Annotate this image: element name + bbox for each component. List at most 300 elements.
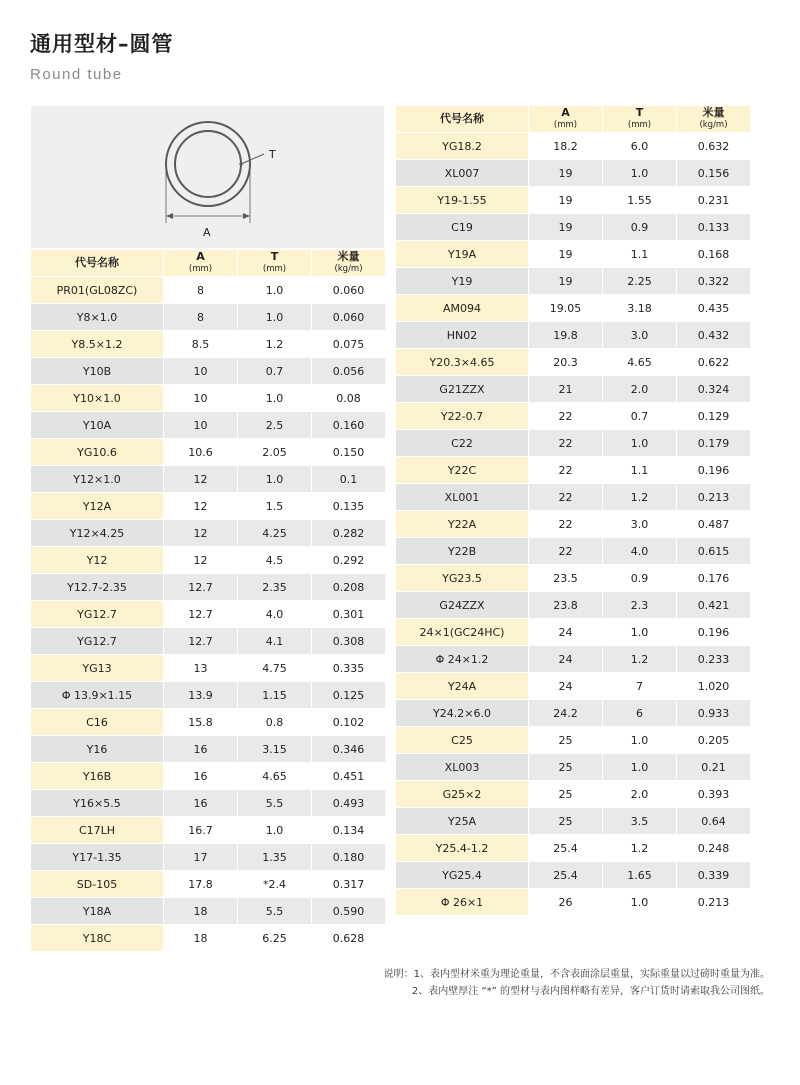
table-row: [396, 322, 751, 349]
cell-name: G24ZZX: [396, 592, 529, 619]
cell-t: 7: [603, 673, 677, 700]
cell-weight: 0.134: [312, 817, 386, 844]
header-a-label: A: [196, 250, 205, 264]
table-row: [396, 646, 751, 673]
cell-a: 25.4: [529, 835, 603, 862]
tube-cross-section-icon: [31, 106, 386, 248]
cell-name: HN02: [396, 322, 529, 349]
cell-t: 4.65: [238, 763, 312, 790]
cell-name: Y8.5×1.2: [31, 331, 164, 358]
table-row: [31, 493, 386, 520]
title-chinese: 通用型材–圆管: [30, 32, 174, 56]
table-header-left: [31, 250, 386, 277]
cell-name: YG12.7: [31, 601, 164, 628]
cell-t: 4.0: [603, 538, 677, 565]
cell-a: 25: [529, 727, 603, 754]
cell-t: 5.5: [238, 898, 312, 925]
table-body-left: [31, 277, 386, 952]
cell-weight: 0.487: [677, 511, 751, 538]
cell-name: Y22A: [396, 511, 529, 538]
cell-name: AM094: [396, 295, 529, 322]
left-column: [30, 105, 385, 952]
cell-t: 1.2: [603, 835, 677, 862]
cell-t: 0.7: [238, 358, 312, 385]
cell-weight: 0.133: [677, 214, 751, 241]
cell-t: 2.5: [238, 412, 312, 439]
title-english: Round tube: [30, 66, 123, 83]
cell-name: Y12×4.25: [31, 520, 164, 547]
cell-a: 19: [529, 241, 603, 268]
cell-t: 4.25: [238, 520, 312, 547]
cell-a: 22: [529, 430, 603, 457]
cell-a: 19: [529, 187, 603, 214]
cell-t: 2.3: [603, 592, 677, 619]
table-row: [396, 619, 751, 646]
cell-t: 1.0: [603, 889, 677, 916]
header-a-label: A: [561, 106, 570, 120]
cell-a: 22: [529, 538, 603, 565]
table-row: [31, 628, 386, 655]
header-w-unit: (kg/m): [699, 119, 728, 130]
cell-a: 12: [164, 466, 238, 493]
cell-name: C16: [31, 709, 164, 736]
cell-weight: 0.135: [312, 493, 386, 520]
cell-a: 17: [164, 844, 238, 871]
header-cell-t: [238, 250, 312, 277]
cell-weight: 0.421: [677, 592, 751, 619]
cell-a: 24: [529, 673, 603, 700]
cell-weight: 0.160: [312, 412, 386, 439]
cell-name: Y20.3×4.65: [396, 349, 529, 376]
cell-weight: 0.196: [677, 457, 751, 484]
cell-a: 10: [164, 412, 238, 439]
cell-a: 8.5: [164, 331, 238, 358]
note-line-1: 说明：1、表内型材米重为理论重量，不含表面涂层重量，实际重量以过磅时重量为准。: [383, 969, 770, 980]
cell-t: 6.25: [238, 925, 312, 952]
cell-t: 1.65: [603, 862, 677, 889]
table-row: [396, 835, 751, 862]
cell-t: 2.25: [603, 268, 677, 295]
cell-weight: 0.933: [677, 700, 751, 727]
table-row: [31, 439, 386, 466]
cell-a: 21: [529, 376, 603, 403]
cell-a: 19.8: [529, 322, 603, 349]
table-row: [31, 817, 386, 844]
cell-t: 3.0: [603, 322, 677, 349]
cell-a: 23.5: [529, 565, 603, 592]
cell-weight: 0.493: [312, 790, 386, 817]
cell-name: YG10.6: [31, 439, 164, 466]
cell-name: XL003: [396, 754, 529, 781]
header-cell-weight: [677, 106, 751, 133]
table-row: [31, 547, 386, 574]
cell-a: 18.2: [529, 133, 603, 160]
cell-name: YG12.7: [31, 628, 164, 655]
cell-name: G21ZZX: [396, 376, 529, 403]
table-row: [396, 133, 751, 160]
cell-name: Φ 24×1.2: [396, 646, 529, 673]
cell-t: 1.0: [603, 430, 677, 457]
cell-weight: 0.64: [677, 808, 751, 835]
cell-weight: 0.282: [312, 520, 386, 547]
cell-weight: 0.168: [677, 241, 751, 268]
table-row: [31, 844, 386, 871]
spec-table-left: [30, 249, 386, 952]
cell-name: Y19A: [396, 241, 529, 268]
cell-t: 0.9: [603, 565, 677, 592]
table-row: [396, 808, 751, 835]
cell-a: 8: [164, 304, 238, 331]
cell-a: 10: [164, 358, 238, 385]
cell-t: 1.0: [238, 385, 312, 412]
cell-weight: 0.21: [677, 754, 751, 781]
cell-weight: 0.432: [677, 322, 751, 349]
header-cell-t: [603, 106, 677, 133]
cell-name: Y24A: [396, 673, 529, 700]
header-w-unit: (kg/m): [334, 263, 363, 274]
cell-t: 1.15: [238, 682, 312, 709]
cell-name: Y16B: [31, 763, 164, 790]
cell-weight: 0.060: [312, 277, 386, 304]
cell-a: 17.8: [164, 871, 238, 898]
svg-text:A: A: [203, 226, 211, 239]
header-t-label: T: [270, 250, 279, 264]
table-row: [31, 925, 386, 952]
cell-weight: 0.393: [677, 781, 751, 808]
header-cell-name: 代号名称: [396, 106, 529, 133]
cell-weight: 0.324: [677, 376, 751, 403]
cell-a: 24: [529, 619, 603, 646]
cell-a: 22: [529, 457, 603, 484]
cell-t: 1.55: [603, 187, 677, 214]
cell-a: 15.8: [164, 709, 238, 736]
note-line-2: 2、表内壁厚注 “*” 的型材与表内图样略有差异，客户订货时请索取我公司图纸。: [411, 986, 770, 997]
cell-weight: 0.102: [312, 709, 386, 736]
header-t-unit: (mm): [627, 119, 652, 130]
header-t-unit: (mm): [262, 263, 287, 274]
cell-name: 24×1(GC24HC): [396, 619, 529, 646]
cell-t: 2.0: [603, 376, 677, 403]
cell-weight: 0.335: [312, 655, 386, 682]
cell-a: 18: [164, 898, 238, 925]
cell-a: 22: [529, 484, 603, 511]
cell-weight: 0.317: [312, 871, 386, 898]
table-row: [31, 520, 386, 547]
cell-a: 12: [164, 520, 238, 547]
cell-weight: 0.196: [677, 619, 751, 646]
cell-name: Y22-0.7: [396, 403, 529, 430]
cell-weight: 0.292: [312, 547, 386, 574]
cell-t: 1.0: [238, 817, 312, 844]
table-row: [396, 268, 751, 295]
cell-a: 20.3: [529, 349, 603, 376]
cell-name: Y19: [396, 268, 529, 295]
cell-a: 25.4: [529, 862, 603, 889]
cell-a: 12: [164, 547, 238, 574]
table-row: [31, 871, 386, 898]
cell-a: 26: [529, 889, 603, 916]
cell-weight: 0.208: [312, 574, 386, 601]
cell-a: 16: [164, 763, 238, 790]
header-a-unit: (mm): [553, 119, 578, 130]
header-a-unit: (mm): [188, 263, 213, 274]
table-row: [396, 403, 751, 430]
cell-weight: 0.179: [677, 430, 751, 457]
cell-a: 16.7: [164, 817, 238, 844]
cell-t: 4.65: [603, 349, 677, 376]
cell-name: Y25.4-1.2: [396, 835, 529, 862]
cell-weight: 0.451: [312, 763, 386, 790]
cell-name: Y10×1.0: [31, 385, 164, 412]
cell-weight: 0.176: [677, 565, 751, 592]
cell-weight: 0.622: [677, 349, 751, 376]
cell-weight: 0.129: [677, 403, 751, 430]
cell-t: 1.0: [603, 754, 677, 781]
cell-name: Y22B: [396, 538, 529, 565]
cell-t: 3.5: [603, 808, 677, 835]
cell-t: 1.1: [603, 457, 677, 484]
table-row: [396, 295, 751, 322]
table-body-right: [396, 133, 751, 916]
cell-name: YG23.5: [396, 565, 529, 592]
cell-weight: 0.150: [312, 439, 386, 466]
page-title: [0, 0, 800, 83]
table-row: [396, 592, 751, 619]
header-cell-a: [164, 250, 238, 277]
cell-a: 19: [529, 160, 603, 187]
cell-weight: 0.156: [677, 160, 751, 187]
cell-name: C19: [396, 214, 529, 241]
cell-t: 4.0: [238, 601, 312, 628]
table-row: [396, 376, 751, 403]
table-row: [396, 484, 751, 511]
table-row: [396, 187, 751, 214]
table-row: [31, 412, 386, 439]
cell-weight: 0.231: [677, 187, 751, 214]
cell-name: Y18C: [31, 925, 164, 952]
cell-a: 12: [164, 493, 238, 520]
cell-name: Φ 13.9×1.15: [31, 682, 164, 709]
cell-t: 2.35: [238, 574, 312, 601]
cell-t: *2.4: [238, 871, 312, 898]
cell-weight: 0.308: [312, 628, 386, 655]
cell-name: Y16×5.5: [31, 790, 164, 817]
cell-t: 3.15: [238, 736, 312, 763]
cell-t: 1.0: [603, 727, 677, 754]
tables-container: [30, 105, 770, 952]
cell-t: 4.1: [238, 628, 312, 655]
cell-name: XL007: [396, 160, 529, 187]
cell-t: 1.2: [238, 331, 312, 358]
table-row: [396, 700, 751, 727]
cell-name: Y12×1.0: [31, 466, 164, 493]
cell-a: 25: [529, 808, 603, 835]
cell-name: Y17-1.35: [31, 844, 164, 871]
cell-name: Y22C: [396, 457, 529, 484]
cell-name: Y19-1.55: [396, 187, 529, 214]
cell-weight: 0.180: [312, 844, 386, 871]
table-row: [31, 385, 386, 412]
table-row: [396, 538, 751, 565]
table-row: [396, 160, 751, 187]
cell-a: 13: [164, 655, 238, 682]
cell-a: 16: [164, 790, 238, 817]
cell-name: Φ 26×1: [396, 889, 529, 916]
cell-a: 10.6: [164, 439, 238, 466]
cell-name: YG25.4: [396, 862, 529, 889]
cell-t: 4.5: [238, 547, 312, 574]
header-cell-name: 代号名称: [31, 250, 164, 277]
cell-t: 1.5: [238, 493, 312, 520]
cell-weight: 0.125: [312, 682, 386, 709]
table-row: [31, 331, 386, 358]
svg-text:T: T: [269, 148, 276, 161]
cell-t: 1.0: [603, 619, 677, 646]
cell-t: 2.05: [238, 439, 312, 466]
table-row: [31, 304, 386, 331]
cell-name: Y10A: [31, 412, 164, 439]
cell-name: XL001: [396, 484, 529, 511]
table-row: [31, 601, 386, 628]
cell-t: 1.0: [238, 277, 312, 304]
cell-weight: 0.233: [677, 646, 751, 673]
cell-weight: 0.322: [677, 268, 751, 295]
table-row: [31, 682, 386, 709]
table-row: [396, 565, 751, 592]
cell-name: Y18A: [31, 898, 164, 925]
cell-a: 12.7: [164, 601, 238, 628]
table-row: [31, 763, 386, 790]
table-row: [31, 574, 386, 601]
cell-a: 12.7: [164, 574, 238, 601]
cell-weight: 1.020: [677, 673, 751, 700]
table-row: [396, 214, 751, 241]
cell-name: C17LH: [31, 817, 164, 844]
cell-a: 18: [164, 925, 238, 952]
cell-a: 13.9: [164, 682, 238, 709]
table-row: [31, 709, 386, 736]
table-row: [396, 241, 751, 268]
cell-a: 22: [529, 403, 603, 430]
table-row: [396, 754, 751, 781]
table-row: [31, 790, 386, 817]
cell-name: Y24.2×6.0: [396, 700, 529, 727]
cell-t: 2.0: [603, 781, 677, 808]
cell-t: 6.0: [603, 133, 677, 160]
cell-weight: 0.632: [677, 133, 751, 160]
cell-weight: 0.628: [312, 925, 386, 952]
table-row: [396, 457, 751, 484]
cell-name: Y16: [31, 736, 164, 763]
cell-weight: 0.301: [312, 601, 386, 628]
table-row: [31, 466, 386, 493]
cell-a: 19: [529, 268, 603, 295]
cell-name: C22: [396, 430, 529, 457]
header-w-label: 米量: [337, 250, 360, 264]
cell-a: 23.8: [529, 592, 603, 619]
cell-name: G25×2: [396, 781, 529, 808]
cell-t: 3.0: [603, 511, 677, 538]
cell-name: C25: [396, 727, 529, 754]
spec-table-right: [395, 105, 751, 916]
cell-t: 1.2: [603, 646, 677, 673]
header-t-label: T: [635, 106, 644, 120]
table-row: [396, 862, 751, 889]
cell-weight: 0.08: [312, 385, 386, 412]
cell-a: 22: [529, 511, 603, 538]
cell-name: YG18.2: [396, 133, 529, 160]
cell-a: 24.2: [529, 700, 603, 727]
cell-t: 1.0: [238, 304, 312, 331]
right-column: [395, 105, 750, 916]
cell-name: Y12A: [31, 493, 164, 520]
cell-t: 3.18: [603, 295, 677, 322]
round-tube-diagram: [30, 105, 385, 249]
cell-name: Y10B: [31, 358, 164, 385]
cell-weight: 0.213: [677, 484, 751, 511]
cell-weight: 0.615: [677, 538, 751, 565]
cell-t: 4.75: [238, 655, 312, 682]
cell-t: 0.7: [603, 403, 677, 430]
cell-t: 1.0: [603, 160, 677, 187]
cell-t: 0.9: [603, 214, 677, 241]
table-row: [396, 727, 751, 754]
cell-weight: 0.435: [677, 295, 751, 322]
cell-a: 12.7: [164, 628, 238, 655]
notes-block: [0, 966, 770, 1000]
cell-a: 16: [164, 736, 238, 763]
cell-t: 6: [603, 700, 677, 727]
cell-weight: 0.346: [312, 736, 386, 763]
cell-t: 5.5: [238, 790, 312, 817]
cell-t: 1.0: [238, 466, 312, 493]
cell-name: Y12.7-2.35: [31, 574, 164, 601]
cell-weight: 0.1: [312, 466, 386, 493]
table-row: [396, 511, 751, 538]
cell-weight: 0.060: [312, 304, 386, 331]
cell-a: 19.05: [529, 295, 603, 322]
cell-name: Y25A: [396, 808, 529, 835]
table-row: [396, 889, 751, 916]
cell-name: YG13: [31, 655, 164, 682]
table-row: [396, 349, 751, 376]
cell-weight: 0.590: [312, 898, 386, 925]
table-header-right: [396, 106, 751, 133]
cell-a: 25: [529, 781, 603, 808]
table-row: [31, 736, 386, 763]
cell-t: 1.2: [603, 484, 677, 511]
cell-name: SD-105: [31, 871, 164, 898]
header-cell-weight: [312, 250, 386, 277]
header-w-label: 米量: [702, 106, 725, 120]
cell-weight: 0.339: [677, 862, 751, 889]
table-row: [396, 430, 751, 457]
cell-weight: 0.248: [677, 835, 751, 862]
cell-t: 1.1: [603, 241, 677, 268]
cell-weight: 0.056: [312, 358, 386, 385]
cell-t: 1.35: [238, 844, 312, 871]
cell-weight: 0.205: [677, 727, 751, 754]
header-cell-a: [529, 106, 603, 133]
cell-a: 25: [529, 754, 603, 781]
cell-weight: 0.213: [677, 889, 751, 916]
cell-name: Y12: [31, 547, 164, 574]
table-row: [31, 277, 386, 304]
cell-t: 0.8: [238, 709, 312, 736]
table-row: [396, 781, 751, 808]
header-row: [31, 250, 386, 277]
table-row: [31, 655, 386, 682]
